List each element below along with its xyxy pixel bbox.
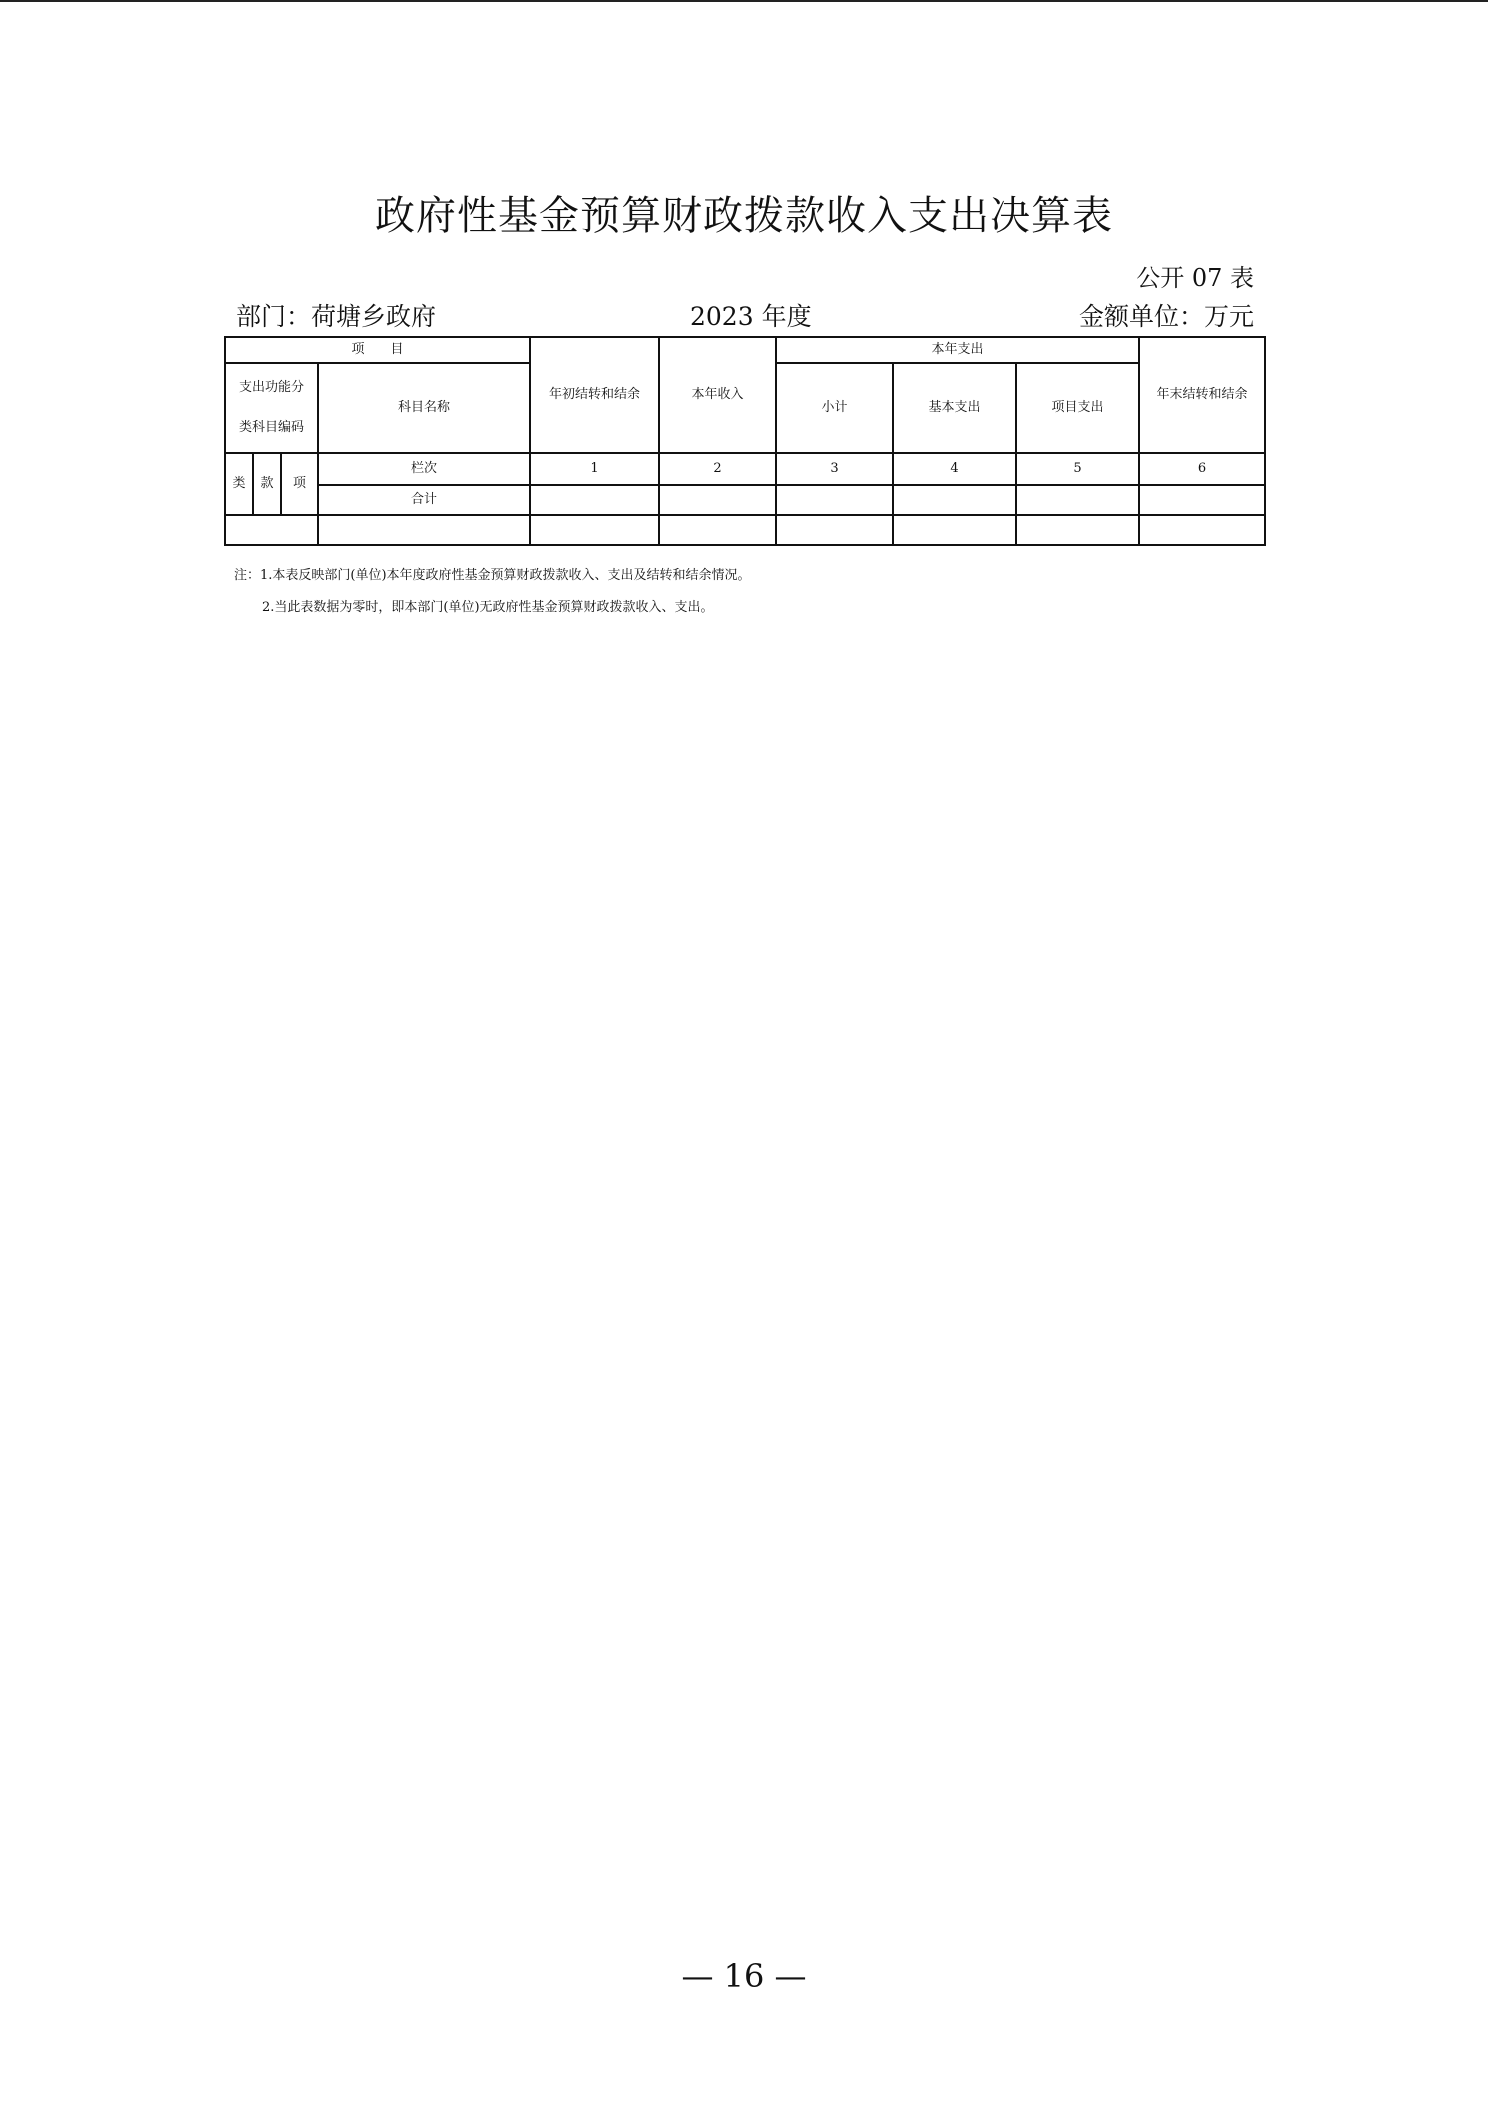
column-number-5: 5 xyxy=(1016,453,1139,485)
header-basic-expense: 基本支出 xyxy=(893,363,1016,453)
column-number-row xyxy=(225,453,1265,485)
empty-cell-2 xyxy=(659,515,776,545)
empty-name-cell xyxy=(318,515,530,545)
header-lei: 类 xyxy=(225,453,253,515)
note-1: 注：1.本表反映部门(单位)本年度政府性基金预算财政拨款收入、支出及结转和结余情况。 xyxy=(234,568,751,583)
column-label: 栏次 xyxy=(318,453,530,485)
empty-row xyxy=(225,515,1265,545)
header-func-code-line2: 类科目编码 xyxy=(238,420,304,435)
header-project-expense: 项目支出 xyxy=(1016,363,1139,453)
total-cell-6 xyxy=(1139,485,1265,515)
column-number-3: 3 xyxy=(776,453,893,485)
currency-unit: 金额单位：万元 xyxy=(1078,302,1254,331)
page-number: — 16 — xyxy=(681,1957,807,1995)
table-notes xyxy=(234,560,751,624)
fund-budget-table xyxy=(224,336,1266,546)
empty-code-cell xyxy=(225,515,318,545)
document-title: 政府性基金预算财政拨款收入支出决算表 xyxy=(375,193,1113,239)
column-number-2: 2 xyxy=(659,453,776,485)
total-cell-1 xyxy=(530,485,659,515)
total-label: 合计 xyxy=(318,485,530,515)
empty-cell-5 xyxy=(1016,515,1139,545)
total-cell-5 xyxy=(1016,485,1139,515)
header-row-1 xyxy=(225,337,1265,363)
note-2: 2.当此表数据为零时，即本部门(单位)无政府性基金预算财政拨款收入、支出。 xyxy=(262,600,714,615)
header-subtotal: 小计 xyxy=(776,363,893,453)
column-number-4: 4 xyxy=(893,453,1016,485)
department-label: 部门：荷塘乡政府 xyxy=(236,302,437,331)
empty-cell-4 xyxy=(893,515,1016,545)
header-func-code-line1: 支出功能分 xyxy=(238,380,304,395)
total-cell-4 xyxy=(893,485,1016,515)
total-row xyxy=(225,485,1265,515)
header-closing-balance: 年末结转和结余 xyxy=(1139,337,1265,453)
column-number-6: 6 xyxy=(1139,453,1265,485)
header-opening-balance: 年初结转和结余 xyxy=(530,337,659,453)
total-cell-3 xyxy=(776,485,893,515)
top-border-line xyxy=(0,0,1488,2)
form-code: 公开 07 表 xyxy=(1136,264,1254,292)
header-project: 项 目 xyxy=(225,337,530,363)
column-number-1: 1 xyxy=(530,453,659,485)
empty-cell-3 xyxy=(776,515,893,545)
header-subject-name: 科目名称 xyxy=(318,363,530,453)
header-kuan: 款 xyxy=(253,453,281,515)
header-xiang: 项 xyxy=(281,453,318,515)
header-func-code xyxy=(225,363,318,453)
fiscal-year: 2023 年度 xyxy=(690,302,812,331)
total-cell-2 xyxy=(659,485,776,515)
empty-cell-6 xyxy=(1139,515,1265,545)
header-current-income: 本年收入 xyxy=(659,337,776,453)
empty-cell-1 xyxy=(530,515,659,545)
header-current-expense: 本年支出 xyxy=(776,337,1139,363)
